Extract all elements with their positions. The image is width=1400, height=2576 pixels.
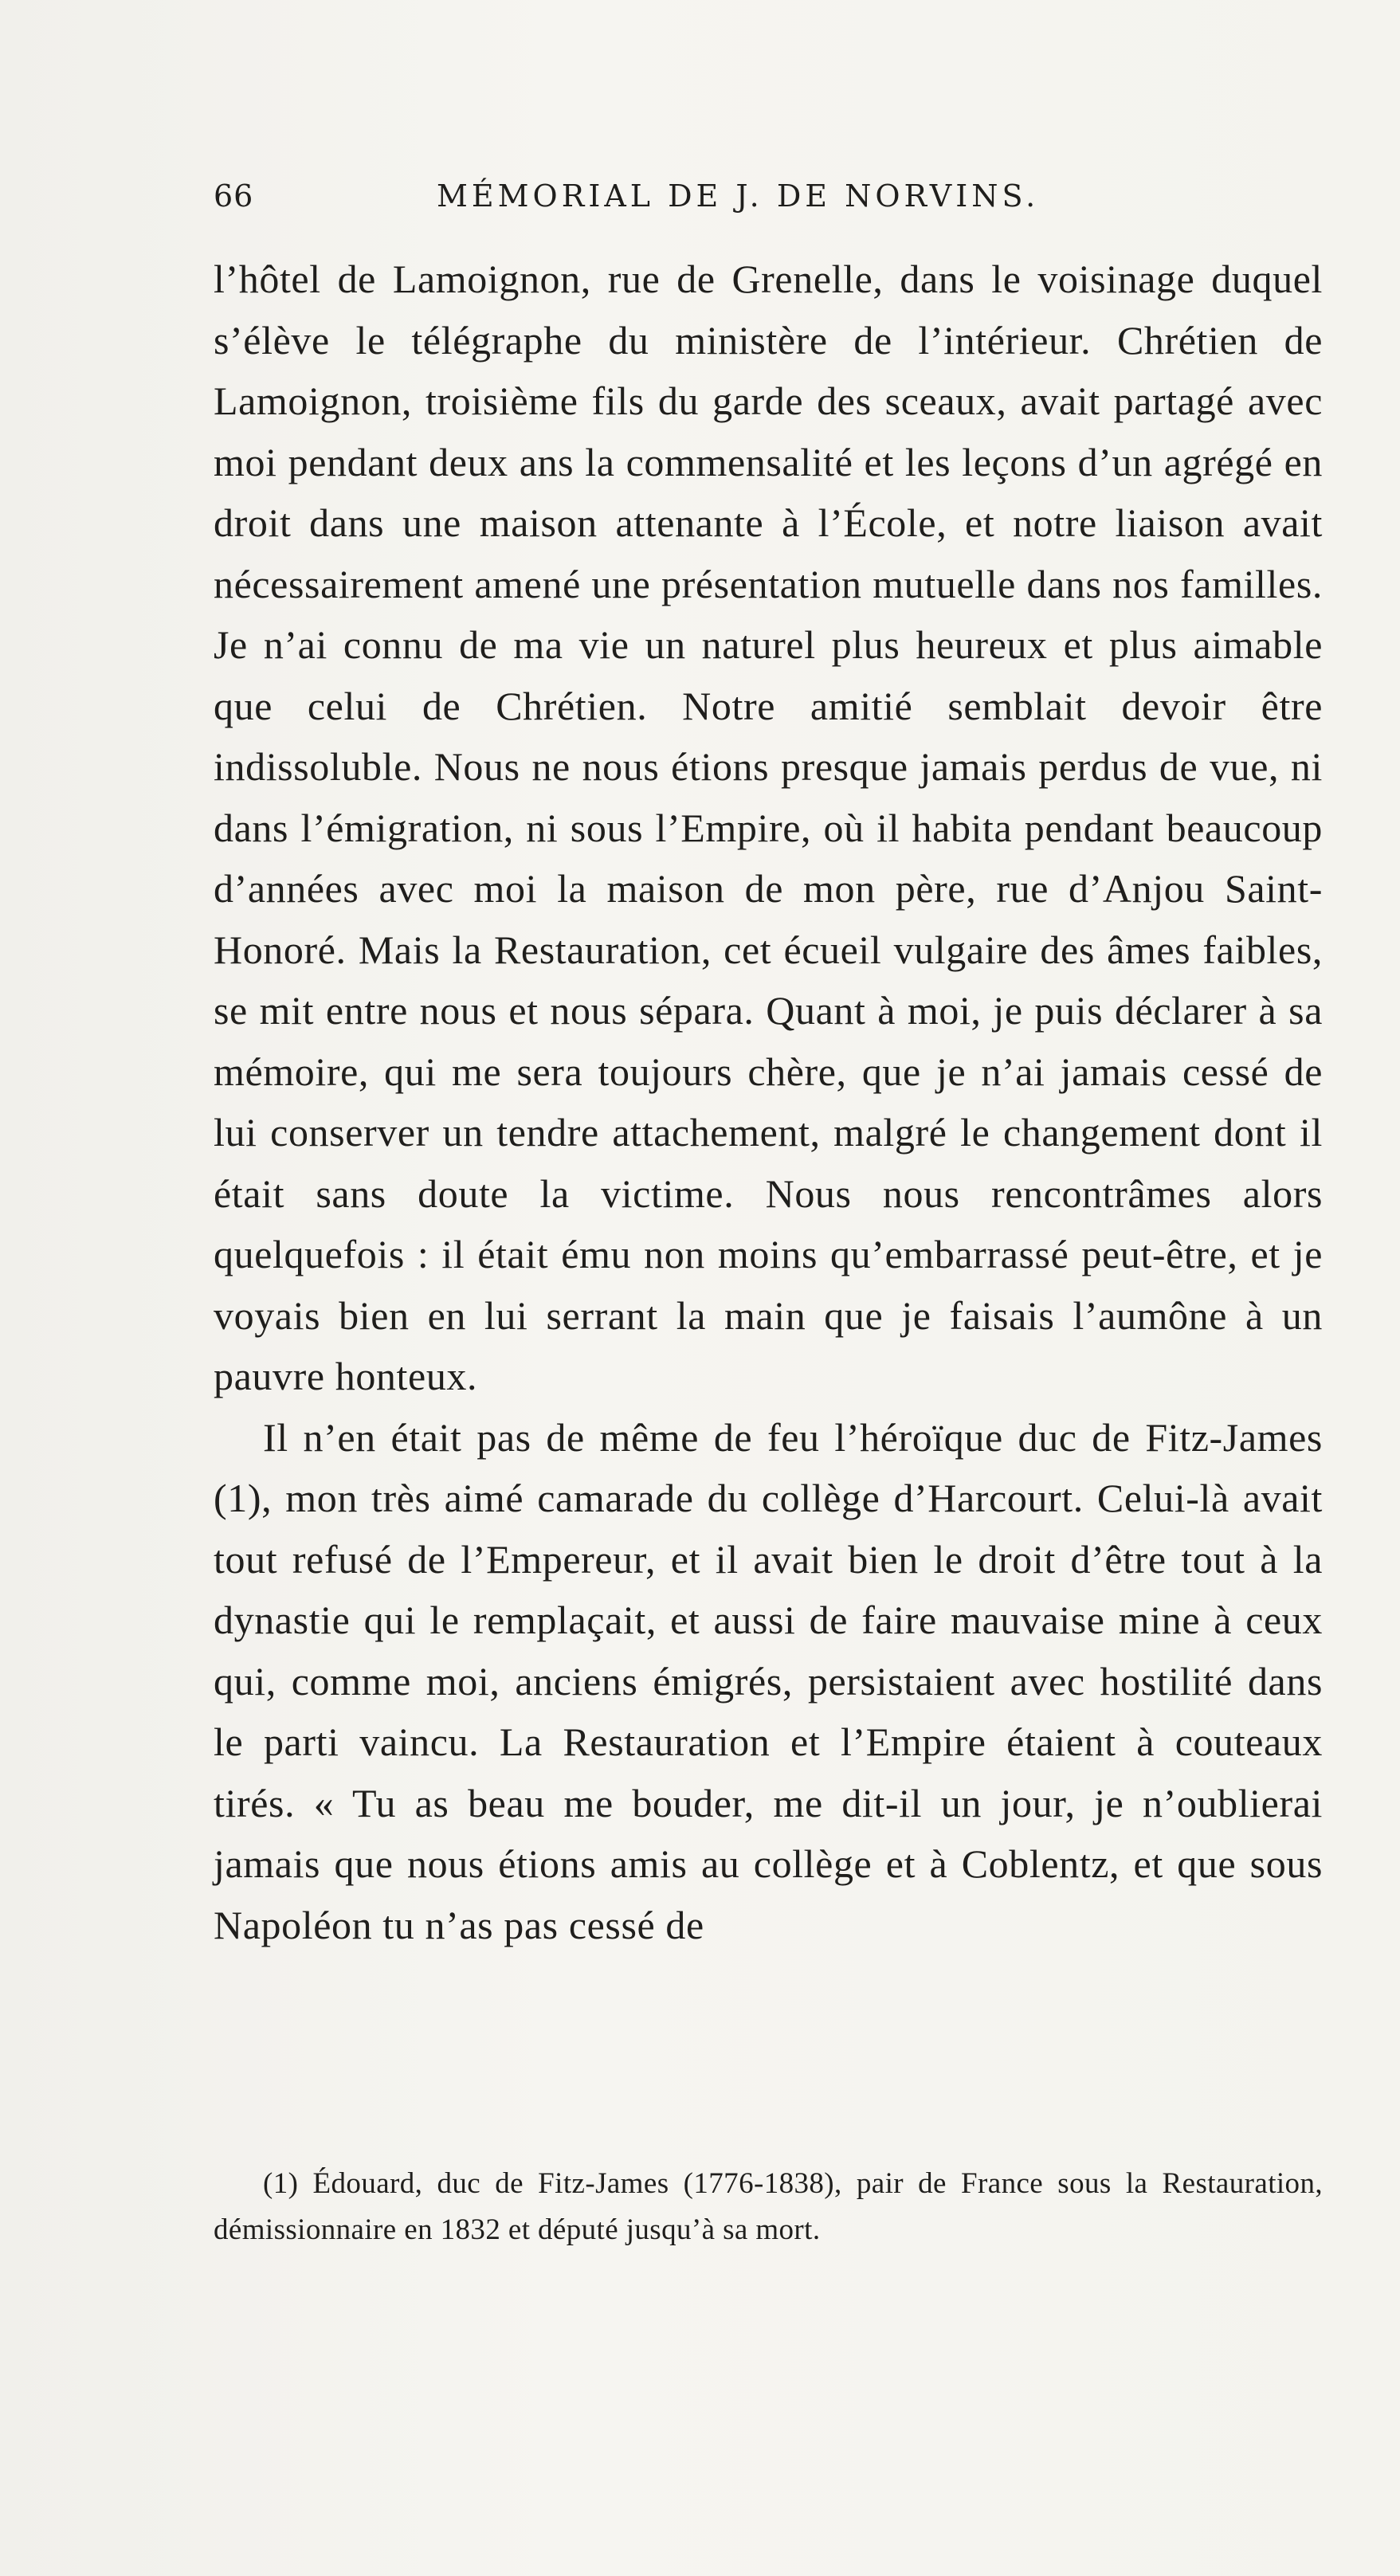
paragraph-1: l’hôtel de Lamoignon, rue de Grenelle, dans le voisinage duquel s’élève le télégraphe du ministère de l’intérieur. Chrétien de Lamoignon, troisième fils du garde des sceaux, avait partagé avec moi pendant deux ans la commensalité et les leçons d’un agrégé en droit dans une maison attenante à l’École, et notre liaison avait nécessairement amené une présentation mutuelle dans nos familles. Je n’ai connu de ma vie un naturel plus heureux et plus aimable que celui de Chrétien. Notre amitié semblait devoir être indissoluble. Nous ne nous étions presque jamais perdus de vue, ni dans l’émigration, ni sous l’Empire, où il habita pendant beaucoup d’années avec moi la maison de mon père, rue d’Anjou Saint-Honoré. Mais la Restauration, cet écueil vulgaire des âmes faibles, se mit entre nous et nous sépara. Quant à moi, je puis déclarer à sa mémoire, qui me sera toujours chère, que je n’ai jamais cessé de lui conserver un tendre attachement, malgré le changement dont il était sans doute la victime. Nous nous rencontrâmes alors quelquefois : il était ému non moins qu’embarrassé peut-être, et je voyais bien en lui serrant la main que je faisais l’aumône à un pauvre honteux. <box>214 257 1323 1398</box>
page-number: 66 <box>214 178 254 214</box>
page-header <box>214 178 1321 234</box>
main-text <box>214 249 1323 1955</box>
paragraph-2: Il n’en était pas de même de feu l’héroïque duc de Fitz-James (1), mon très aimé camarade du collège d’Harcourt. Celui-là avait tout refusé de l’Empereur, et il avait bien le droit d’être tout à la dynastie qui le remplaçait, et aussi de faire mauvaise mine à ceux qui, comme moi, anciens émigrés, persistaient avec hostilité dans le parti vaincu. La Restauration et l’Empire étaient à couteaux tirés. « Tu as beau me bouder, me dit-il un jour, je n’oublierai jamais que nous étions amis au collège et à Coblentz, et que sous Napoléon tu n’as pas cessé de <box>214 1414 1323 1947</box>
footnote-text: (1) Édouard, duc de Fitz-James (1776-1838), pair de France sous la Restauration, démissionnaire en 1832 et député jusqu’à sa mort. <box>214 2167 1323 2246</box>
running-title: MÉMORIAL DE J. DE NORVINS. <box>437 178 1040 214</box>
footnote <box>214 2161 1323 2253</box>
